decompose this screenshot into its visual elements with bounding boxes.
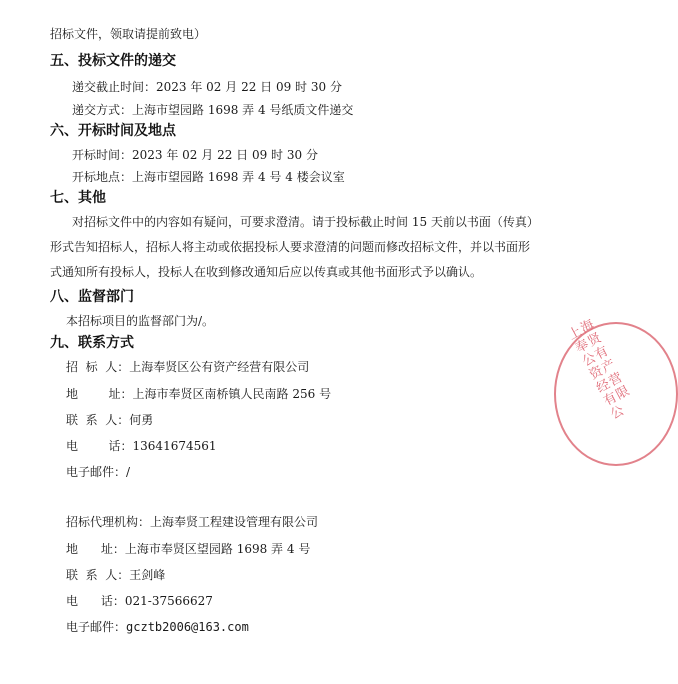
tenderer-address-label: 地 址： [66, 387, 133, 401]
other-paragraph-line-1: 对招标文件中的内容如有疑问，可要求澄清。请于投标截止时间 15 天前以书面（传真） [72, 215, 539, 229]
submission-deadline: 递交截止时间：2023 年 02 月 22 日 09 时 30 分 [72, 80, 342, 94]
agent-email-row [66, 618, 249, 636]
supervision-text: 本招标项目的监督部门为/。 [66, 314, 215, 328]
submission-method: 递交方式：上海市望园路 1698 弄 4 号纸质文件递交 [72, 103, 354, 117]
agent-email: gcztb2006@163.com [126, 620, 249, 634]
tenderer-address: 上海市奉贤区南桥镇人民南路 256 号 [132, 387, 332, 401]
section-8-heading: 八、监督部门 [50, 289, 134, 305]
opening-time: 开标时间：2023 年 02 月 22 日 09 时 30 分 [72, 148, 318, 162]
agent-name: 上海奉贤工程建设管理有限公司 [150, 515, 319, 529]
agent-phone-row [66, 592, 213, 610]
agent-row [66, 513, 318, 531]
agent-address: 上海市奉贤区望园路 1698 弄 4 号 [124, 542, 311, 556]
agent-label: 招标代理机构： [66, 515, 151, 529]
other-paragraph-line-2: 形式告知招标人，招标人将主动或依据投标人要求澄清的问题而修改招标文件，并以书面形 [50, 240, 531, 254]
section-6-heading: 六、开标时间及地点 [50, 123, 176, 139]
section-5-heading: 五、投标文件的递交 [50, 53, 176, 69]
tenderer-email-label: 电子邮件： [66, 465, 127, 479]
tenderer-contact-row [66, 411, 153, 429]
section-9-heading: 九、联系方式 [50, 335, 134, 351]
agent-phone: 021-37566627 [124, 594, 213, 608]
official-seal-text: 上海奉贤公有资产经营有限公 [566, 316, 633, 423]
agent-phone-label: 电 话： [66, 594, 125, 608]
tenderer-address-row [66, 385, 331, 403]
tenderer-phone-label: 电 话： [66, 439, 133, 453]
tenderer-name: 上海奉贤区公有资产经营有限公司 [129, 360, 310, 374]
agent-address-row [66, 540, 310, 558]
tenderer-contact-label: 联 系 人： [66, 413, 130, 427]
section-7-heading: 七、其他 [50, 190, 106, 206]
tenderer-email-row [66, 463, 130, 481]
agent-contact-row [66, 566, 165, 584]
tenderer-email: / [126, 465, 131, 479]
tenderer-row [66, 358, 309, 376]
agent-contact-label: 联 系 人： [66, 568, 130, 582]
opening-place: 开标地点：上海市望园路 1698 弄 4 号 4 楼会议室 [72, 170, 345, 184]
agent-address-label: 地 址： [66, 542, 125, 556]
other-paragraph-line-3: 式通知所有投标人，投标人在收到修改通知后应以传真或其他书面形式予以确认。 [50, 265, 483, 279]
tenderer-contact: 何勇 [129, 413, 154, 427]
continuation-line: 招标文件，领取请提前致电） [50, 27, 207, 41]
tenderer-phone: 13641674561 [132, 439, 217, 453]
agent-email-label: 电子邮件： [66, 620, 127, 634]
tenderer-phone-row [66, 437, 217, 455]
agent-contact: 王剑峰 [129, 568, 166, 582]
tenderer-label: 招 标 人： [66, 360, 130, 374]
